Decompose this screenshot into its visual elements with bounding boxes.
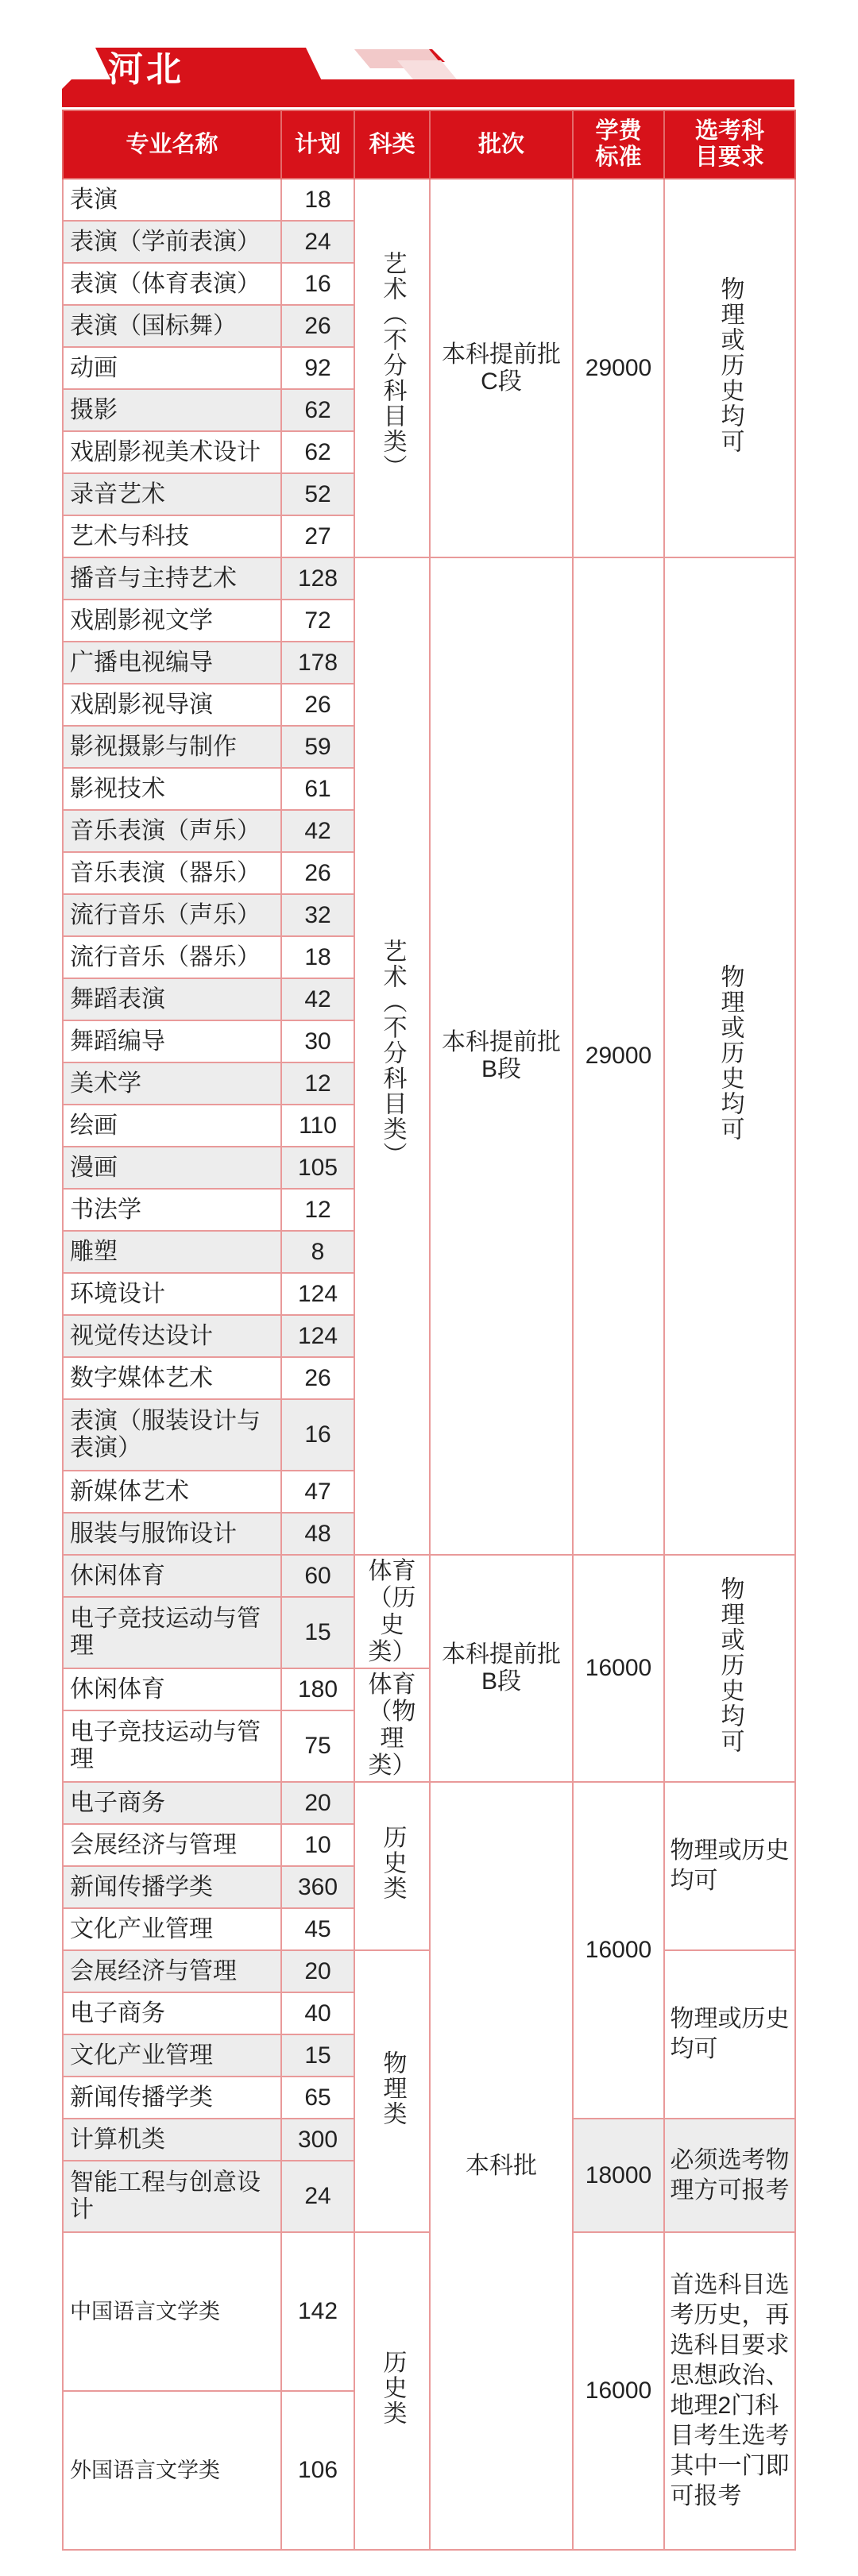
- requirement-text: 首选科目选考历史，再选科目要求思想政治、地理2门科目考生选考其中一门即可报考: [670, 2272, 790, 2509]
- header-name: 专业名称: [63, 110, 281, 179]
- requirement-cell: [664, 557, 795, 1555]
- row-name: 流行音乐（器乐）: [63, 936, 281, 978]
- header-fee: [573, 110, 664, 179]
- row-name: 动画: [63, 347, 281, 389]
- row-plan: 15: [281, 1597, 354, 1668]
- table-row: [63, 557, 795, 600]
- row-name: 影视技术: [63, 768, 281, 810]
- row-name: 表演（服装设计与表演）: [63, 1399, 281, 1471]
- row-name: 戏剧影视美术设计: [63, 431, 281, 473]
- row-plan: 24: [281, 2161, 354, 2232]
- row-plan: 10: [281, 1824, 354, 1866]
- row-name: 外国语言文学类: [63, 2391, 281, 2550]
- row-plan: 92: [281, 347, 354, 389]
- row-plan: 16: [281, 1399, 354, 1471]
- category-text: 物理类: [379, 2050, 406, 2127]
- header-plan: 计划: [281, 110, 354, 179]
- row-name: 新闻传播学类: [63, 2077, 281, 2119]
- row-name: 新媒体艺术: [63, 1471, 281, 1513]
- row-name: 新闻传播学类: [63, 1866, 281, 1908]
- row-name: 书法学: [63, 1189, 281, 1231]
- row-name: 电子竞技运动与管理: [63, 1597, 281, 1668]
- fee-cell: 16000: [573, 1555, 664, 1782]
- row-name: 录音艺术: [63, 473, 281, 515]
- batch-text: 本科提前批C段: [442, 341, 561, 395]
- category-cell: [354, 1950, 430, 2232]
- category-cell: [354, 2232, 430, 2550]
- row-name: 会展经济与管理: [63, 1950, 281, 1992]
- batch-text: 本科提前批B段: [442, 1029, 561, 1082]
- requirement-cell: [664, 179, 795, 557]
- row-plan: 60: [281, 1555, 354, 1597]
- row-name: 表演: [63, 179, 281, 221]
- table-row: [63, 1782, 795, 1824]
- requirement-cell: [664, 1555, 795, 1782]
- header-requirement-label: 选考科目要求: [694, 118, 764, 170]
- row-name: 休闲体育: [63, 1668, 281, 1710]
- row-name: 舞蹈表演: [63, 978, 281, 1020]
- row-plan: 124: [281, 1273, 354, 1315]
- row-name: 数字媒体艺术: [63, 1357, 281, 1399]
- fee-cell: 29000: [573, 179, 664, 557]
- row-plan: 24: [281, 221, 354, 263]
- row-plan: 110: [281, 1105, 354, 1147]
- row-plan: 8: [281, 1231, 354, 1273]
- header-fee-label: 学费标准: [595, 118, 642, 170]
- header-batch: 批次: [430, 110, 573, 179]
- row-plan: 42: [281, 810, 354, 852]
- region-title: 河北: [108, 50, 184, 89]
- row-name: 播音与主持艺术: [63, 557, 281, 600]
- row-plan: 59: [281, 726, 354, 768]
- category-cell: [354, 179, 430, 557]
- requirement-text: 必须选考物理方可报考: [670, 2146, 790, 2204]
- batch-cell: [430, 1555, 573, 1782]
- requirement-cell: [664, 2119, 795, 2232]
- row-plan: 40: [281, 1992, 354, 2034]
- row-plan: 12: [281, 1189, 354, 1231]
- row-plan: 62: [281, 431, 354, 473]
- row-name: 文化产业管理: [63, 1908, 281, 1950]
- category-text: 艺术（不分科目类）: [379, 939, 406, 1167]
- category-cell: [354, 1782, 430, 1950]
- row-name: 流行音乐（声乐）: [63, 894, 281, 936]
- requirement-text: 物理或历史均可: [717, 964, 744, 1142]
- row-plan: 106: [281, 2391, 354, 2550]
- row-plan: 20: [281, 1782, 354, 1824]
- requirement-text: 物理或历史均可: [670, 2006, 790, 2062]
- row-plan: 26: [281, 852, 354, 894]
- row-name: 表演（体育表演）: [63, 263, 281, 305]
- row-plan: 105: [281, 1147, 354, 1189]
- row-plan: 42: [281, 978, 354, 1020]
- header-requirement: [664, 110, 795, 179]
- fee-cell: 16000: [573, 2232, 664, 2550]
- row-plan: 48: [281, 1513, 354, 1555]
- batch-cell: [430, 557, 573, 1555]
- row-name: 戏剧影视文学: [63, 600, 281, 642]
- row-name: 电子竞技运动与管理: [63, 1710, 281, 1782]
- row-name: 艺术与科技: [63, 515, 281, 557]
- batch-text: 本科提前批B段: [442, 1641, 561, 1695]
- requirement-cell: [664, 1782, 795, 1950]
- row-name: 影视摄影与制作: [63, 726, 281, 768]
- row-plan: 300: [281, 2119, 354, 2161]
- fee-cell: 16000: [573, 1782, 664, 2119]
- table-row: [63, 179, 795, 221]
- row-plan: 52: [281, 473, 354, 515]
- row-plan: 26: [281, 305, 354, 347]
- row-plan: 180: [281, 1668, 354, 1710]
- requirement-cell: [664, 1950, 795, 2119]
- fee-cell: 29000: [573, 557, 664, 1555]
- row-name: 表演（国标舞）: [63, 305, 281, 347]
- row-plan: 12: [281, 1062, 354, 1105]
- row-name: 休闲体育: [63, 1555, 281, 1597]
- row-plan: 178: [281, 642, 354, 684]
- row-plan: 142: [281, 2232, 354, 2391]
- row-plan: 47: [281, 1471, 354, 1513]
- row-name: 漫画: [63, 1147, 281, 1189]
- requirement-text: 物理或历史均可: [670, 1838, 790, 1894]
- requirement-text: 物理或历史均可: [717, 276, 744, 454]
- row-name: 雕塑: [63, 1231, 281, 1273]
- row-plan: 26: [281, 1357, 354, 1399]
- table-row: [63, 1555, 795, 1597]
- header-category: 科类: [354, 110, 430, 179]
- batch-cell: [430, 179, 573, 557]
- table-row: [63, 2232, 795, 2391]
- batch-cell: 本科批: [430, 1782, 573, 2550]
- row-name: 表演（学前表演）: [63, 221, 281, 263]
- row-plan: 16: [281, 263, 354, 305]
- row-plan: 32: [281, 894, 354, 936]
- row-plan: 30: [281, 1020, 354, 1062]
- row-name: 电子商务: [63, 1782, 281, 1824]
- row-name: 音乐表演（器乐）: [63, 852, 281, 894]
- row-name: 服装与服饰设计: [63, 1513, 281, 1555]
- row-name: 会展经济与管理: [63, 1824, 281, 1866]
- fee-cell: 18000: [573, 2119, 664, 2232]
- row-name: 绘画: [63, 1105, 281, 1147]
- row-plan: 360: [281, 1866, 354, 1908]
- category-text: 艺术（不分科目类）: [379, 250, 406, 480]
- row-plan: 26: [281, 684, 354, 726]
- requirement-text: 物理或历史均可: [717, 1576, 744, 1754]
- table-header-row: [63, 110, 795, 179]
- row-plan: 61: [281, 768, 354, 810]
- requirement-cell: [664, 2232, 795, 2550]
- row-plan: 65: [281, 2077, 354, 2119]
- table-row: [63, 1950, 795, 1992]
- row-plan: 18: [281, 179, 354, 221]
- region-banner: [0, 0, 858, 107]
- row-name: 电子商务: [63, 1992, 281, 2034]
- row-plan: 75: [281, 1710, 354, 1782]
- row-plan: 18: [281, 936, 354, 978]
- row-name: 智能工程与创意设计: [63, 2161, 281, 2232]
- category-text: 历史类: [379, 1825, 406, 1901]
- category-cell: [354, 557, 430, 1555]
- row-name: 文化产业管理: [63, 2034, 281, 2077]
- row-plan: 72: [281, 600, 354, 642]
- row-plan: 62: [281, 389, 354, 431]
- row-name: 舞蹈编导: [63, 1020, 281, 1062]
- category-text: 体育（物理类）: [368, 1671, 416, 1779]
- row-name: 摄影: [63, 389, 281, 431]
- row-name: 中国语言文学类: [63, 2232, 281, 2391]
- row-name: 美术学: [63, 1062, 281, 1105]
- row-plan: 15: [281, 2034, 354, 2077]
- row-plan: 27: [281, 515, 354, 557]
- category-cell: [354, 1555, 430, 1668]
- row-name: 音乐表演（声乐）: [63, 810, 281, 852]
- category-text: 历史类: [379, 2350, 406, 2426]
- row-plan: 20: [281, 1950, 354, 1992]
- row-name: 广播电视编导: [63, 642, 281, 684]
- row-plan: 128: [281, 557, 354, 600]
- row-name: 计算机类: [63, 2119, 281, 2161]
- row-name: 视觉传达设计: [63, 1315, 281, 1357]
- row-plan: 124: [281, 1315, 354, 1357]
- row-plan: 45: [281, 1908, 354, 1950]
- row-name: 戏剧影视导演: [63, 684, 281, 726]
- category-cell: [354, 1668, 430, 1782]
- row-name: 环境设计: [63, 1273, 281, 1315]
- category-text: 体育（历史类）: [368, 1557, 416, 1665]
- admission-plan-table: [62, 110, 796, 2551]
